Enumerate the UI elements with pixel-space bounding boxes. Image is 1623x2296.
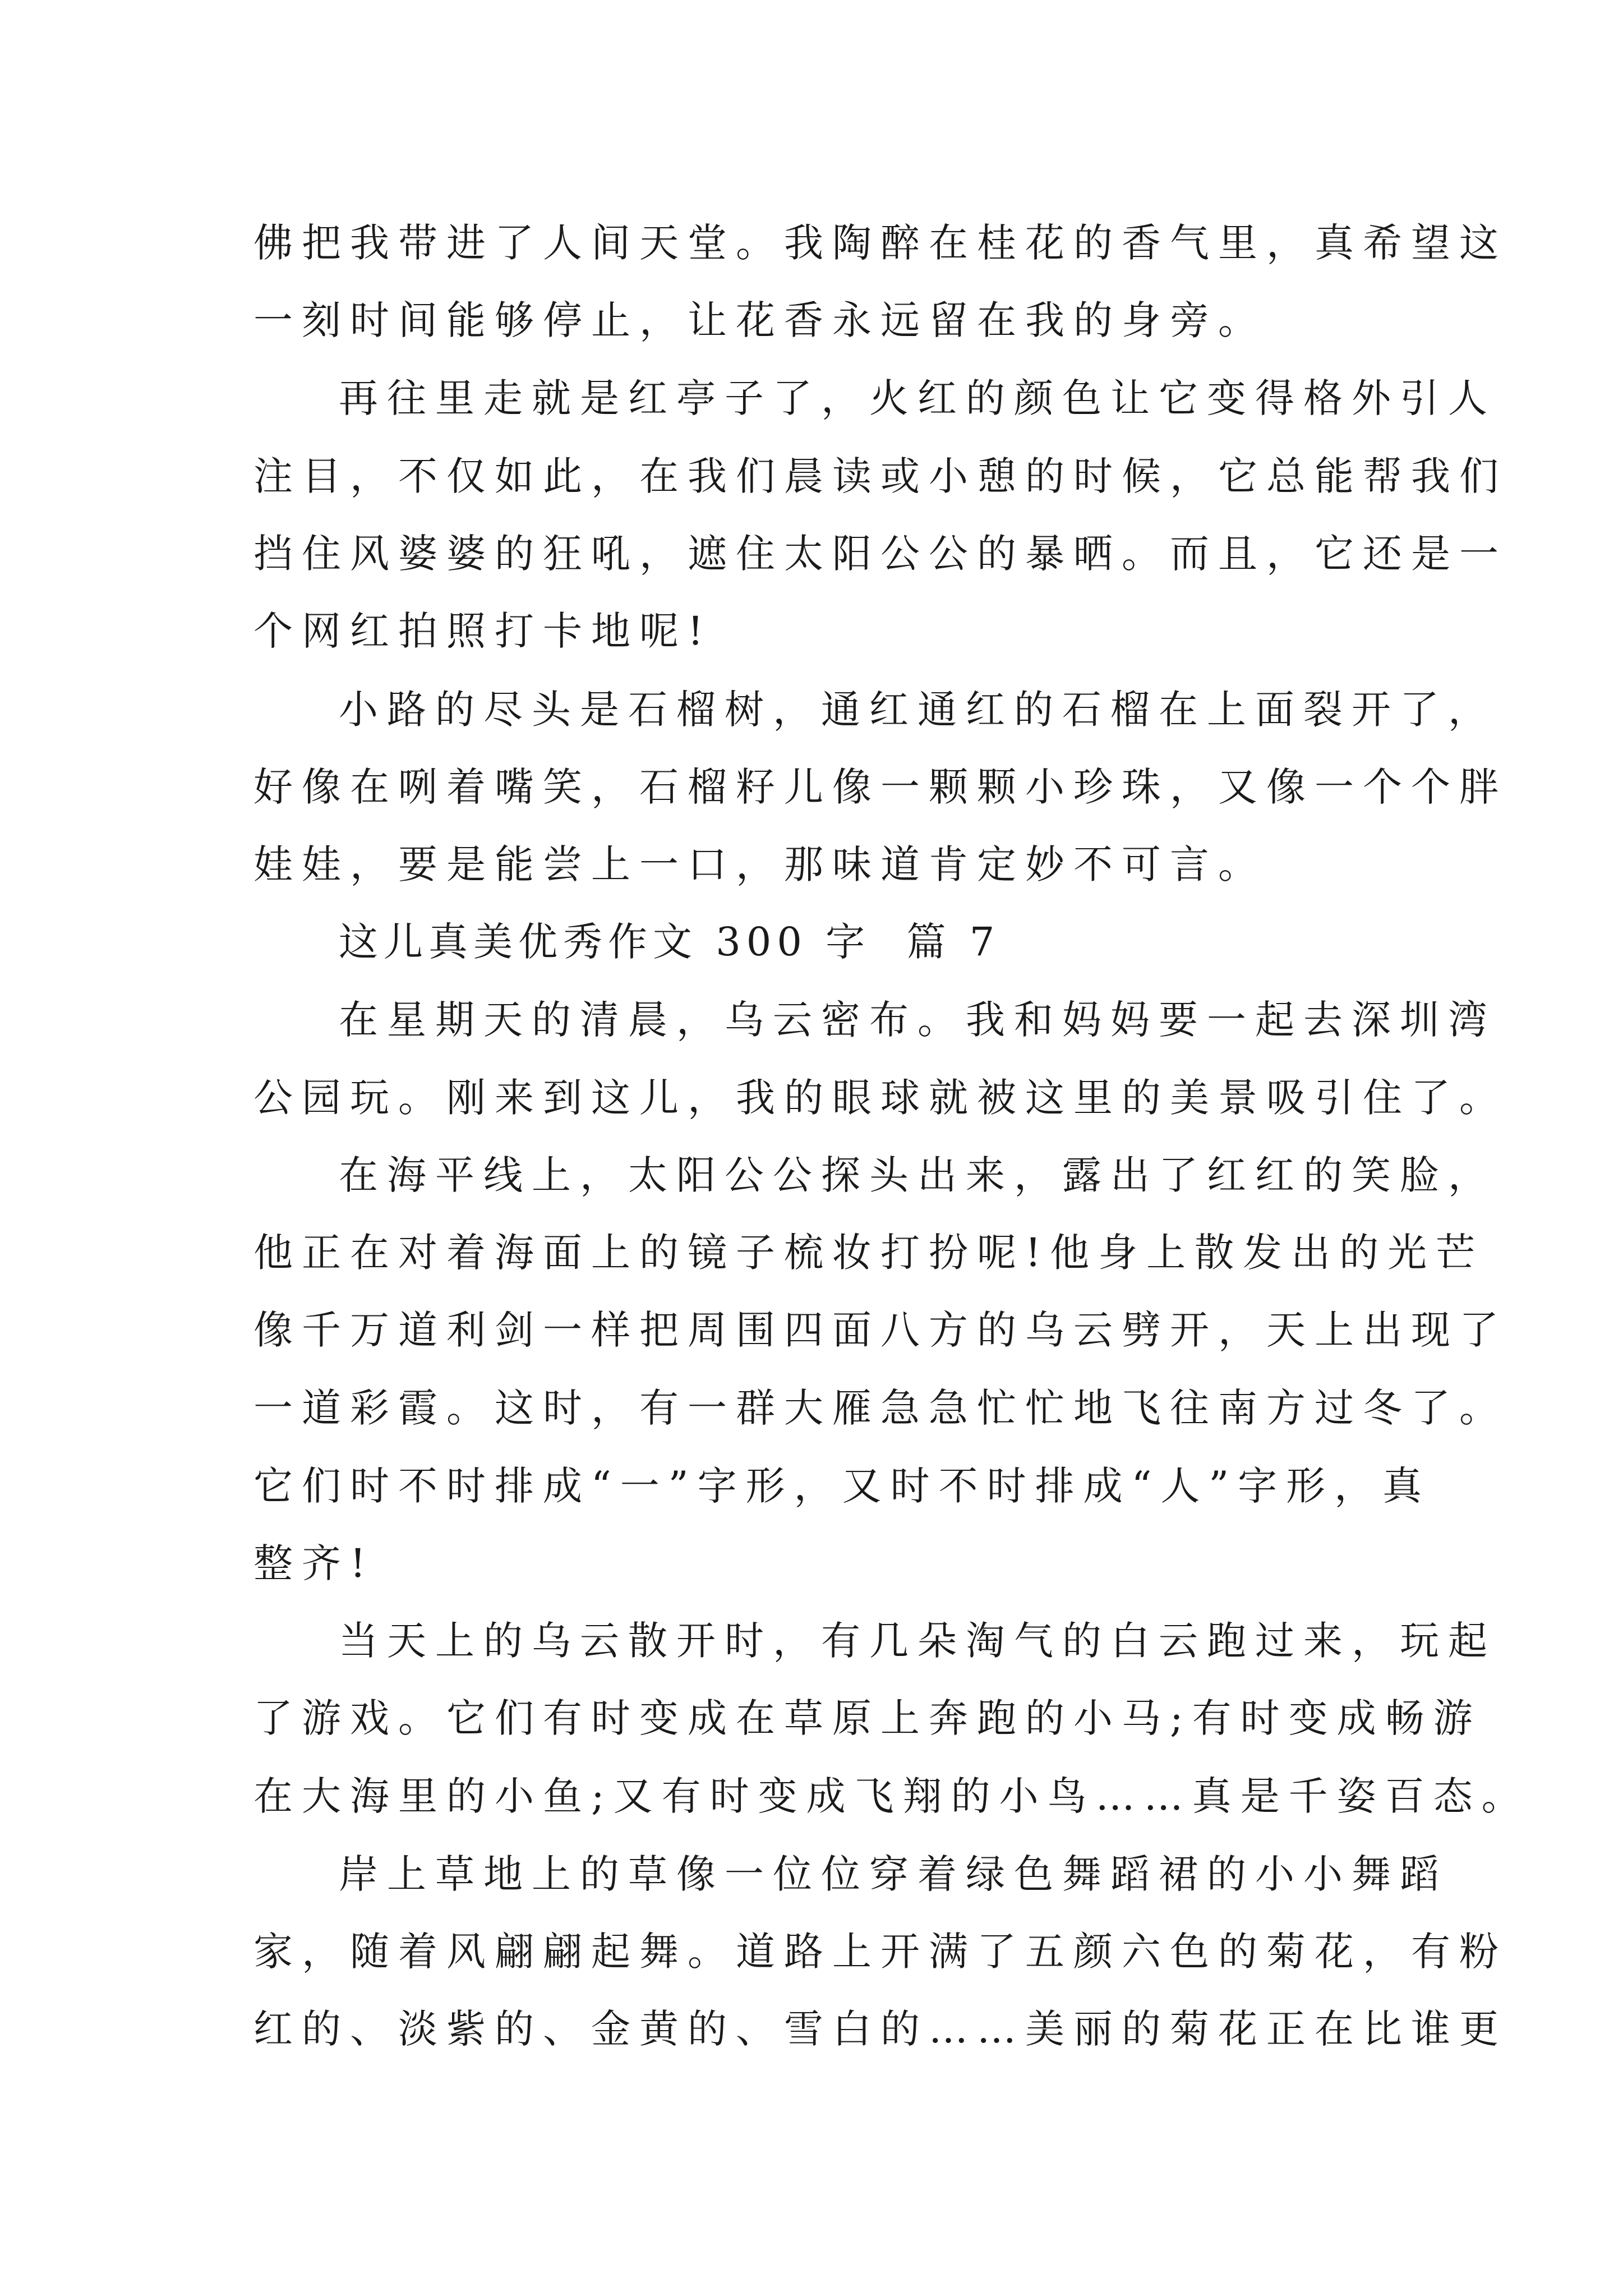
text-line: 家，随着风翩翩起舞。道路上开满了五颜六色的菊花，有粉 [253, 1929, 1507, 1975]
paragraph-first-line: 小路的尽头是石榴树，通红通红的石榴在上面裂开了， [339, 687, 1496, 733]
paragraph-first-line: 在星期天的清晨，乌云密布。我和妈妈要一起去深圳湾 [339, 997, 1496, 1043]
text-line: 像千万道利剑一样把周围四面八方的乌云劈开，天上出现了 [253, 1307, 1507, 1353]
paragraph-first-line: 在海平线上，太阳公公探头出来，露出了红红的笑脸， [339, 1152, 1496, 1198]
text-line: 佛把我带进了人间天堂。我陶醉在桂花的香气里，真希望这 [253, 220, 1507, 266]
text-line: 好像在咧着嘴笑，石榴籽儿像一颗颗小珍珠，又像一个个胖 [253, 764, 1507, 810]
text-line: 注目，不仅如此，在我们晨读或小憩的时候，它总能帮我们 [253, 453, 1507, 499]
paragraph-first-line: 岸上草地上的草像一位位穿着绿色舞蹈裙的小小舞蹈 [339, 1851, 1448, 1897]
text-line: 他正在对着海面上的镜子梳妆打扮呢!他身上散发出的光芒 [253, 1230, 1484, 1276]
text-line: 了游戏。它们有时变成在草原上奔跑的小马;有时变成畅游 [253, 1695, 1482, 1741]
section-heading: 这儿真美优秀作文 300 字 篇 7 [339, 919, 1000, 965]
text-line: 红的、淡紫的、金黄的、雪白的……美丽的菊花正在比谁更 [253, 2006, 1507, 2052]
text-line: 一刻时间能够停止，让花香永远留在我的身旁。 [253, 297, 1266, 343]
text-line: 一道彩霞。这时，有一群大雁急急忙忙地飞往南方过冬了。 [253, 1385, 1507, 1431]
paragraph-first-line: 当天上的乌云散开时，有几朵淘气的白云跑过来，玩起 [339, 1618, 1496, 1664]
paragraph-first-line: 再往里走就是红亭子了，火红的颜色让它变得格外引人 [339, 375, 1496, 421]
text-line: 整齐! [253, 1540, 375, 1586]
text-line: 它们时不时排成“一”字形，又时不时排成“人”字形，真 [253, 1463, 1431, 1509]
text-line: 公园玩。刚来到这儿，我的眼球就被这里的美景吸引住了。 [253, 1075, 1507, 1121]
text-line: 娃娃，要是能尝上一口，那味道肯定妙不可言。 [253, 841, 1266, 887]
text-line: 挡住风婆婆的狂吼，遮住太阳公公的暴晒。而且，它还是一 [253, 531, 1507, 577]
text-line: 个网红拍照打卡地呢! [253, 608, 713, 654]
text-line: 在大海里的小鱼;又有时变成飞翔的小鸟……真是千姿百态。 [253, 1773, 1530, 1819]
